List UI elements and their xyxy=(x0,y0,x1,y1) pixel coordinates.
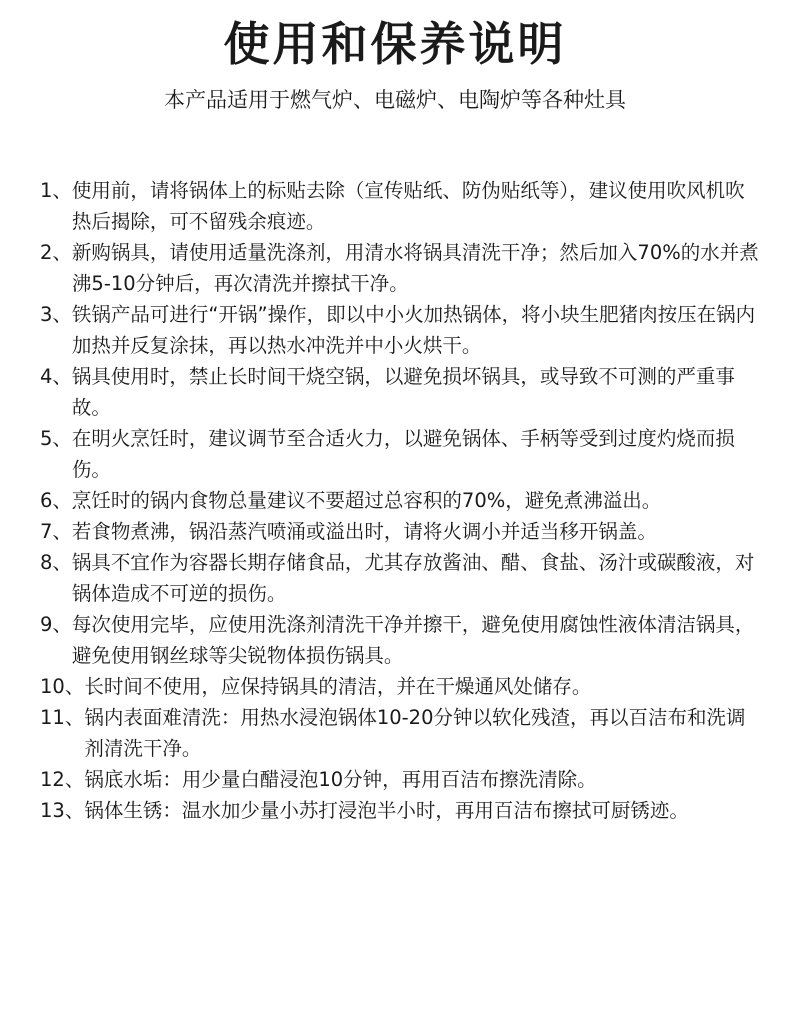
item-number: 11、 xyxy=(40,706,85,729)
instruction-item xyxy=(40,547,760,609)
instruction-item xyxy=(40,237,760,299)
instruction-item xyxy=(40,175,760,237)
instruction-item xyxy=(40,299,760,361)
instruction-item xyxy=(40,609,760,671)
item-number: 2、 xyxy=(40,241,72,264)
item-number: 1、 xyxy=(40,179,72,202)
page-subtitle: 本产品适用于燃气炉、电磁炉、电陶炉等各种灶具 xyxy=(164,88,626,112)
instruction-item xyxy=(40,671,760,702)
item-number: 9、 xyxy=(40,613,72,636)
page-title: 使用和保养说明 xyxy=(223,17,567,71)
item-number: 13、 xyxy=(40,799,85,822)
instruction-item xyxy=(40,361,760,423)
instruction-list xyxy=(40,175,760,826)
item-number: 5、 xyxy=(40,427,72,450)
instruction-item xyxy=(40,485,760,516)
item-text: 使用前，请将锅体上的标贴去除（宣传贴纸、防伪贴纸等），建议使用吹风机吹热后揭除，可不留残余痕迹。 xyxy=(71,179,745,233)
item-number: 3、 xyxy=(40,303,72,326)
item-text: 若食物煮沸，锅沿蒸汽喷涌或溢出时，请将火调小并适当移开锅盖。 xyxy=(71,520,657,543)
item-text: 锅底水垢：用少量白醋浸泡10分钟，再用百洁布擦洗清除。 xyxy=(84,768,597,791)
instruction-item xyxy=(40,516,760,547)
item-text: 烹饪时的锅内食物总量建议不要超过总容积的70%，避免煮沸溢出。 xyxy=(71,489,662,512)
item-number: 4、 xyxy=(40,365,72,388)
item-text: 锅体生锈：温水加少量小苏打浸泡半小时，再用百洁布擦拭可厨锈迹。 xyxy=(84,799,689,822)
item-number: 12、 xyxy=(40,768,85,791)
item-number: 7、 xyxy=(40,520,72,543)
item-text: 每次使用完毕，应使用洗涤剂清洗干净并擦干，避免使用腐蚀性液体清洁锅具，避免使用钢丝球等尖锐物体损伤锅具。 xyxy=(71,613,755,667)
item-number: 6、 xyxy=(40,489,72,512)
instruction-item xyxy=(40,423,760,485)
item-text: 新购锅具，请使用适量洗涤剂，用清水将锅具清洗干净；然后加入70%的水并煮沸5-10分钟后，再次清洗并擦拭干净。 xyxy=(71,241,759,295)
instruction-item xyxy=(40,795,760,826)
instruction-item xyxy=(40,702,760,764)
item-text: 长时间不使用，应保持锅具的清洁，并在干燥通风处储存。 xyxy=(84,675,592,698)
item-text: 锅具使用时，禁止长时间干烧空锅，以避免损坏锅具，或导致不可测的严重事故。 xyxy=(71,365,735,419)
item-text: 在明火烹饪时，建议调节至合适火力，以避免锅体、手柄等受到过度灼烧而损伤。 xyxy=(71,427,735,481)
item-number: 10、 xyxy=(40,675,85,698)
item-text: 锅内表面难清洗：用热水浸泡锅体10-20分钟以软化残渣，再以百洁布和洗调剂清洗干净。 xyxy=(84,706,746,760)
item-text: 铁锅产品可进行“开锅”操作，即以中小火加热锅体，将小块生肥猪肉按压在锅内加热并反复涂抹，再以热水冲洗并中小火烘干。 xyxy=(71,303,756,357)
instruction-item xyxy=(40,764,760,795)
item-number: 8、 xyxy=(40,551,72,574)
item-text: 锅具不宜作为容器长期存储食品，尤其存放酱油、醋、食盐、汤汁或碳酸液，对锅体造成不可逆的损伤。 xyxy=(71,551,755,605)
